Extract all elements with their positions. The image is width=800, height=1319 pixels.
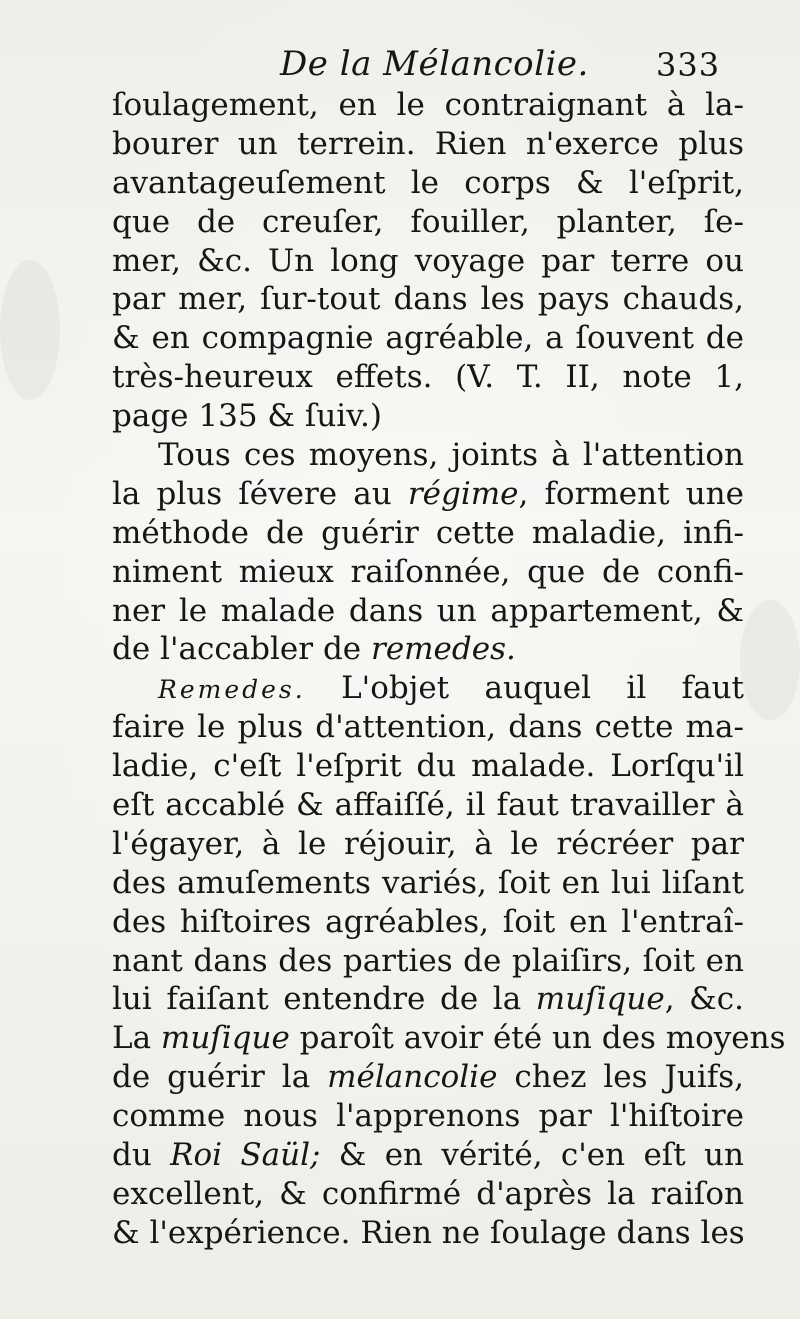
text-line xyxy=(112,1214,744,1253)
text-run: , forment une xyxy=(518,475,744,512)
text-line xyxy=(112,242,744,281)
italic-run: remedes. xyxy=(371,631,516,668)
text-run: de l'accabler de xyxy=(112,631,371,668)
text-run: ner le malade dans un appartement, & xyxy=(112,592,744,629)
text-run: lui faiſant entendre de la xyxy=(112,981,536,1018)
text-run: la plus ſévere au xyxy=(112,475,408,512)
italic-run: muſique xyxy=(160,1020,290,1057)
text-run: que de creuſer, fouiller, planter, ſe- xyxy=(112,203,744,240)
text-run: , &c. xyxy=(664,981,744,1018)
text-run: ſoulagement, en le contraignant à la- xyxy=(112,87,744,123)
text-run: excellent, & confirmé d'après la raiſon xyxy=(112,1175,744,1212)
text-run: Tous ces moyens, joints à l'attention xyxy=(158,437,744,474)
text-run: du xyxy=(112,1137,171,1174)
text-line xyxy=(112,1175,744,1214)
text-line xyxy=(112,942,744,981)
text-line xyxy=(112,553,744,592)
page-number: 333 xyxy=(656,46,721,84)
text-run: La xyxy=(112,1020,161,1057)
text-run: nant dans des parties de plaiſirs, ſoit en xyxy=(112,942,744,979)
text-line xyxy=(112,864,744,903)
text-run: ladie, c'eſt l'eſprit du malade. Lorſqu'il xyxy=(112,748,744,785)
paper-stain xyxy=(0,260,60,400)
text-run: bourer un terrein. Rien n'exerce plus xyxy=(112,125,744,162)
text-line xyxy=(112,86,744,125)
text-line xyxy=(112,825,744,864)
text-line xyxy=(112,280,744,319)
italic-run: régime xyxy=(407,475,519,512)
text-line xyxy=(112,592,744,631)
text-run: des amuſements variés, ſoit en lui liſant xyxy=(112,864,744,901)
text-line xyxy=(112,747,744,786)
italic-run: muſique xyxy=(535,981,665,1018)
text-line xyxy=(112,786,744,825)
text-run: l'égayer, à le réjouir, à le récréer par xyxy=(112,825,744,862)
text-run: très-heureux effets. (V. T. II, note 1, xyxy=(112,359,744,396)
text-run: eſt accablé & affaiſſé, il faut travailler à xyxy=(112,787,744,824)
text-run: de guérir la xyxy=(112,1059,328,1096)
text-run: & en compagnie agréable, a ſouvent de xyxy=(112,320,744,357)
text-line xyxy=(112,203,744,242)
text-run: & en vérité, c'en eſt un xyxy=(320,1137,744,1174)
text-line xyxy=(112,1097,744,1136)
text-run: paroît avoir été un des moyens xyxy=(289,1020,786,1057)
paper-stain xyxy=(740,600,800,720)
italic-run: Roi Saül; xyxy=(170,1137,321,1174)
text-run: par mer, ſur-tout dans les pays chauds, xyxy=(112,281,744,318)
text-run: page 135 & ſuiv.) xyxy=(112,398,382,435)
text-line xyxy=(112,903,744,942)
text-line xyxy=(112,669,744,708)
text-run: chez les Juifs, xyxy=(497,1059,745,1096)
text-line xyxy=(112,708,744,747)
section-label: Remedes. xyxy=(158,675,306,705)
text-line xyxy=(112,358,744,397)
text-line xyxy=(112,1058,744,1097)
text-line xyxy=(112,164,744,203)
italic-run: mélancolie xyxy=(327,1059,498,1096)
running-title: De la Mélancolie. xyxy=(280,44,589,84)
text-line xyxy=(112,397,744,436)
text-run: des hiſtoires agréables, ſoit en l'entraî- xyxy=(112,903,744,940)
body-text xyxy=(112,86,786,1253)
text-run: niment mieux raiſonnée, que de confi- xyxy=(112,553,744,590)
text-run: L'objet auquel il faut xyxy=(305,670,744,707)
text-line xyxy=(112,630,744,669)
text-run: & l'expérience. Rien ne ſoulage dans les xyxy=(112,1214,745,1251)
text-run: méthode de guérir cette maladie, infi- xyxy=(112,514,744,551)
text-line xyxy=(112,514,744,553)
text-run: avantageuſement le corps & l'eſprit, xyxy=(112,164,744,201)
text-run: comme nous l'apprenons par l'hiſtoire xyxy=(112,1098,744,1135)
text-run: faire le plus d'attention, dans cette ma- xyxy=(112,709,744,746)
text-line xyxy=(112,475,744,514)
text-line xyxy=(112,1019,786,1058)
text-line xyxy=(112,1136,744,1175)
text-line xyxy=(112,980,744,1019)
text-line xyxy=(112,436,744,475)
text-line xyxy=(112,319,744,358)
text-run: mer, &c. Un long voyage par terre ou xyxy=(112,242,744,279)
text-line xyxy=(112,125,744,164)
